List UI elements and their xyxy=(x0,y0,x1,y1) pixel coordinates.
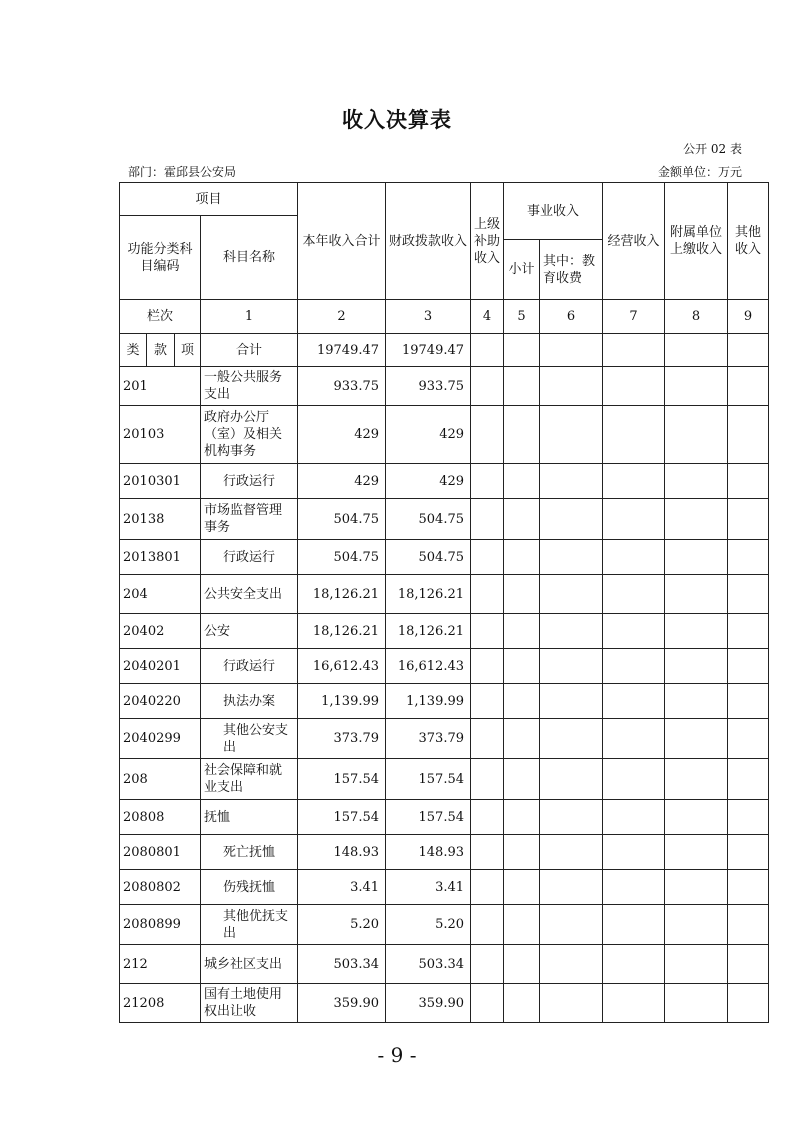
sum-kuan: 款 xyxy=(147,334,175,367)
empty-cell xyxy=(665,719,728,759)
empty-cell xyxy=(728,870,769,905)
empty-cell xyxy=(728,406,769,464)
empty-cell xyxy=(728,649,769,684)
empty-cell xyxy=(728,540,769,575)
row-fiscal: 157.54 xyxy=(386,759,471,800)
row-name: 城乡社区支出 xyxy=(201,945,298,984)
empty-cell xyxy=(665,905,728,945)
table-row xyxy=(120,614,769,649)
empty-cell xyxy=(540,905,603,945)
table-row xyxy=(120,684,769,719)
empty-cell xyxy=(665,759,728,800)
row-fiscal: 429 xyxy=(386,464,471,499)
row-code: 2080801 xyxy=(120,835,201,870)
header-subject-name: 科目名称 xyxy=(201,216,298,300)
empty-cell xyxy=(504,684,540,719)
empty-cell xyxy=(603,684,665,719)
table-row xyxy=(120,905,769,945)
page-number: - 9 - xyxy=(377,1043,417,1067)
col-number: 3 xyxy=(386,300,471,334)
row-name: 行政运行 xyxy=(201,464,298,499)
row-code: 212 xyxy=(120,945,201,984)
sum-total: 19749.47 xyxy=(298,334,386,367)
empty-cell xyxy=(504,800,540,835)
row-total: 18,126.21 xyxy=(298,575,386,614)
empty-cell xyxy=(665,464,728,499)
empty-cell xyxy=(665,406,728,464)
empty-cell xyxy=(540,945,603,984)
row-total: 148.93 xyxy=(298,835,386,870)
table-row xyxy=(120,575,769,614)
row-fiscal: 373.79 xyxy=(386,719,471,759)
empty-cell xyxy=(471,614,504,649)
row-code: 2040220 xyxy=(120,684,201,719)
col-number-label: 栏次 xyxy=(120,300,201,334)
row-name: 政府办公厅（室）及相关机构事务 xyxy=(201,406,298,464)
row-total: 504.75 xyxy=(298,499,386,540)
empty-cell xyxy=(603,800,665,835)
sum-fiscal: 19749.47 xyxy=(386,334,471,367)
empty-cell xyxy=(728,759,769,800)
row-fiscal: 933.75 xyxy=(386,367,471,406)
empty-cell xyxy=(540,649,603,684)
row-code: 208 xyxy=(120,759,201,800)
empty-cell xyxy=(665,649,728,684)
empty-cell xyxy=(603,406,665,464)
empty-cell xyxy=(471,575,504,614)
header-operating: 经营收入 xyxy=(603,183,665,300)
empty-cell xyxy=(728,575,769,614)
empty-cell xyxy=(665,499,728,540)
empty-cell xyxy=(471,719,504,759)
empty-cell xyxy=(504,499,540,540)
empty-cell xyxy=(603,367,665,406)
empty-cell xyxy=(603,464,665,499)
row-name: 国有土地使用权出让收 xyxy=(201,984,298,1023)
row-code: 20808 xyxy=(120,800,201,835)
empty-cell xyxy=(471,367,504,406)
empty-cell xyxy=(540,367,603,406)
row-name: 社会保障和就业支出 xyxy=(201,759,298,800)
row-fiscal: 18,126.21 xyxy=(386,614,471,649)
amount-unit-label: 金额单位：万元 xyxy=(657,165,742,179)
empty-cell xyxy=(603,905,665,945)
empty-cell xyxy=(471,945,504,984)
department-label: 部门：霍邱县公安局 xyxy=(128,165,237,179)
row-fiscal: 157.54 xyxy=(386,800,471,835)
empty-cell xyxy=(540,835,603,870)
row-total: 373.79 xyxy=(298,719,386,759)
empty-cell xyxy=(540,540,603,575)
col-number: 8 xyxy=(665,300,728,334)
empty-cell xyxy=(540,800,603,835)
table-row xyxy=(120,499,769,540)
empty-cell xyxy=(471,905,504,945)
empty-cell xyxy=(603,499,665,540)
header-subtotal: 小计 xyxy=(504,240,540,300)
empty-cell xyxy=(728,719,769,759)
table-row xyxy=(120,800,769,835)
header-func-code: 功能分类科目编码 xyxy=(120,216,201,300)
empty-cell xyxy=(504,614,540,649)
header-edu-fee: 其中：教育收费 xyxy=(540,240,603,300)
row-fiscal: 5.20 xyxy=(386,905,471,945)
empty-cell xyxy=(471,870,504,905)
empty-cell xyxy=(471,649,504,684)
empty-cell xyxy=(665,945,728,984)
header-business: 事业收入 xyxy=(504,183,603,240)
empty-cell xyxy=(504,984,540,1023)
empty-cell xyxy=(603,540,665,575)
row-name: 公共安全支出 xyxy=(201,575,298,614)
col-number: 7 xyxy=(603,300,665,334)
empty-cell xyxy=(471,406,504,464)
row-name: 行政运行 xyxy=(201,649,298,684)
empty-cell xyxy=(471,759,504,800)
empty-cell xyxy=(603,945,665,984)
row-total: 5.20 xyxy=(298,905,386,945)
empty-cell xyxy=(603,759,665,800)
empty-cell xyxy=(504,759,540,800)
row-code: 2040299 xyxy=(120,719,201,759)
header-fiscal: 财政拨款收入 xyxy=(386,183,471,300)
empty-cell xyxy=(504,367,540,406)
empty-cell xyxy=(504,719,540,759)
row-total: 933.75 xyxy=(298,367,386,406)
empty-cell xyxy=(540,984,603,1023)
empty-cell xyxy=(728,614,769,649)
row-name: 一般公共服务支出 xyxy=(201,367,298,406)
row-total: 3.41 xyxy=(298,870,386,905)
empty-cell xyxy=(603,984,665,1023)
table-row xyxy=(120,835,769,870)
col-number: 2 xyxy=(298,300,386,334)
empty-cell xyxy=(540,614,603,649)
empty-cell xyxy=(603,575,665,614)
empty-cell xyxy=(728,945,769,984)
row-fiscal: 503.34 xyxy=(386,945,471,984)
row-total: 503.34 xyxy=(298,945,386,984)
table-row xyxy=(120,540,769,575)
empty-cell xyxy=(471,464,504,499)
table-row xyxy=(120,406,769,464)
table-row xyxy=(120,870,769,905)
row-total: 157.54 xyxy=(298,800,386,835)
empty-cell xyxy=(471,800,504,835)
empty-cell xyxy=(603,649,665,684)
empty-cell xyxy=(540,870,603,905)
sum-lei: 类 xyxy=(120,334,147,367)
row-fiscal: 148.93 xyxy=(386,835,471,870)
income-final-accounts-table xyxy=(119,182,769,1023)
empty-cell xyxy=(665,800,728,835)
row-total: 429 xyxy=(298,464,386,499)
empty-cell xyxy=(471,684,504,719)
empty-cell xyxy=(540,575,603,614)
row-code: 20402 xyxy=(120,614,201,649)
empty-cell xyxy=(540,406,603,464)
row-code: 20138 xyxy=(120,499,201,540)
row-name: 行政运行 xyxy=(201,540,298,575)
row-code: 2013801 xyxy=(120,540,201,575)
row-total: 16,612.43 xyxy=(298,649,386,684)
empty-cell xyxy=(471,540,504,575)
empty-cell xyxy=(504,406,540,464)
row-total: 429 xyxy=(298,406,386,464)
table-row xyxy=(120,719,769,759)
empty-cell xyxy=(665,684,728,719)
empty-cell xyxy=(504,575,540,614)
empty-cell xyxy=(665,835,728,870)
header-other: 其他收入 xyxy=(728,183,769,300)
empty-cell xyxy=(471,835,504,870)
col-number: 4 xyxy=(471,300,504,334)
row-total: 18,126.21 xyxy=(298,614,386,649)
row-total: 504.75 xyxy=(298,540,386,575)
header-project: 项目 xyxy=(120,183,298,216)
empty-cell xyxy=(471,984,504,1023)
col-number: 6 xyxy=(540,300,603,334)
row-fiscal: 18,126.21 xyxy=(386,575,471,614)
col-number: 5 xyxy=(504,300,540,334)
header-total-income: 本年收入合计 xyxy=(298,183,386,300)
row-code: 201 xyxy=(120,367,201,406)
row-total: 1,139.99 xyxy=(298,684,386,719)
col-number: 9 xyxy=(728,300,769,334)
empty-cell xyxy=(540,684,603,719)
sum-name: 合计 xyxy=(201,334,298,367)
empty-cell xyxy=(728,835,769,870)
row-name: 其他公安支出 xyxy=(201,719,298,759)
empty-cell xyxy=(504,870,540,905)
empty-cell xyxy=(728,984,769,1023)
table-row xyxy=(120,649,769,684)
row-code: 2080899 xyxy=(120,905,201,945)
sum-xiang: 项 xyxy=(175,334,201,367)
row-name: 市场监督管理事务 xyxy=(201,499,298,540)
empty-cell xyxy=(665,367,728,406)
row-fiscal: 3.41 xyxy=(386,870,471,905)
empty-cell xyxy=(665,575,728,614)
empty-cell xyxy=(504,905,540,945)
table-row xyxy=(120,984,769,1023)
row-fiscal: 504.75 xyxy=(386,499,471,540)
empty-cell xyxy=(665,540,728,575)
table-row xyxy=(120,464,769,499)
empty-cell xyxy=(504,835,540,870)
empty-cell xyxy=(471,499,504,540)
empty-cell xyxy=(603,719,665,759)
row-total: 359.90 xyxy=(298,984,386,1023)
empty-cell xyxy=(504,945,540,984)
row-code: 2040201 xyxy=(120,649,201,684)
table-body xyxy=(120,367,769,1023)
row-fiscal: 16,612.43 xyxy=(386,649,471,684)
row-total: 157.54 xyxy=(298,759,386,800)
row-code: 20103 xyxy=(120,406,201,464)
empty-cell xyxy=(728,800,769,835)
empty-cell xyxy=(665,984,728,1023)
table-row xyxy=(120,945,769,984)
empty-cell xyxy=(665,870,728,905)
row-fiscal: 359.90 xyxy=(386,984,471,1023)
empty-cell xyxy=(728,464,769,499)
row-code: 2010301 xyxy=(120,464,201,499)
row-code: 204 xyxy=(120,575,201,614)
row-fiscal: 429 xyxy=(386,406,471,464)
header-upper-grant: 上级补助收入 xyxy=(471,183,504,300)
empty-cell xyxy=(603,835,665,870)
empty-cell xyxy=(728,684,769,719)
row-fiscal: 504.75 xyxy=(386,540,471,575)
page-title: 收入决算表 xyxy=(342,108,452,132)
table-row xyxy=(120,759,769,800)
empty-cell xyxy=(603,870,665,905)
row-name: 抚恤 xyxy=(201,800,298,835)
empty-cell xyxy=(504,540,540,575)
row-name: 公安 xyxy=(201,614,298,649)
public-table-number: 公开 02 表 xyxy=(683,142,742,156)
empty-cell xyxy=(728,499,769,540)
empty-cell xyxy=(540,719,603,759)
row-fiscal: 1,139.99 xyxy=(386,684,471,719)
empty-cell xyxy=(504,464,540,499)
row-name: 死亡抚恤 xyxy=(201,835,298,870)
row-code: 2080802 xyxy=(120,870,201,905)
row-name: 伤残抚恤 xyxy=(201,870,298,905)
empty-cell xyxy=(504,649,540,684)
table-row xyxy=(120,367,769,406)
empty-cell xyxy=(728,367,769,406)
header-affiliated: 附属单位上缴收入 xyxy=(665,183,728,300)
row-name: 执法办案 xyxy=(201,684,298,719)
row-name: 其他优抚支出 xyxy=(201,905,298,945)
empty-cell xyxy=(540,499,603,540)
col-number: 1 xyxy=(201,300,298,334)
row-code: 21208 xyxy=(120,984,201,1023)
empty-cell xyxy=(665,614,728,649)
empty-cell xyxy=(728,905,769,945)
empty-cell xyxy=(540,464,603,499)
empty-cell xyxy=(540,759,603,800)
empty-cell xyxy=(603,614,665,649)
